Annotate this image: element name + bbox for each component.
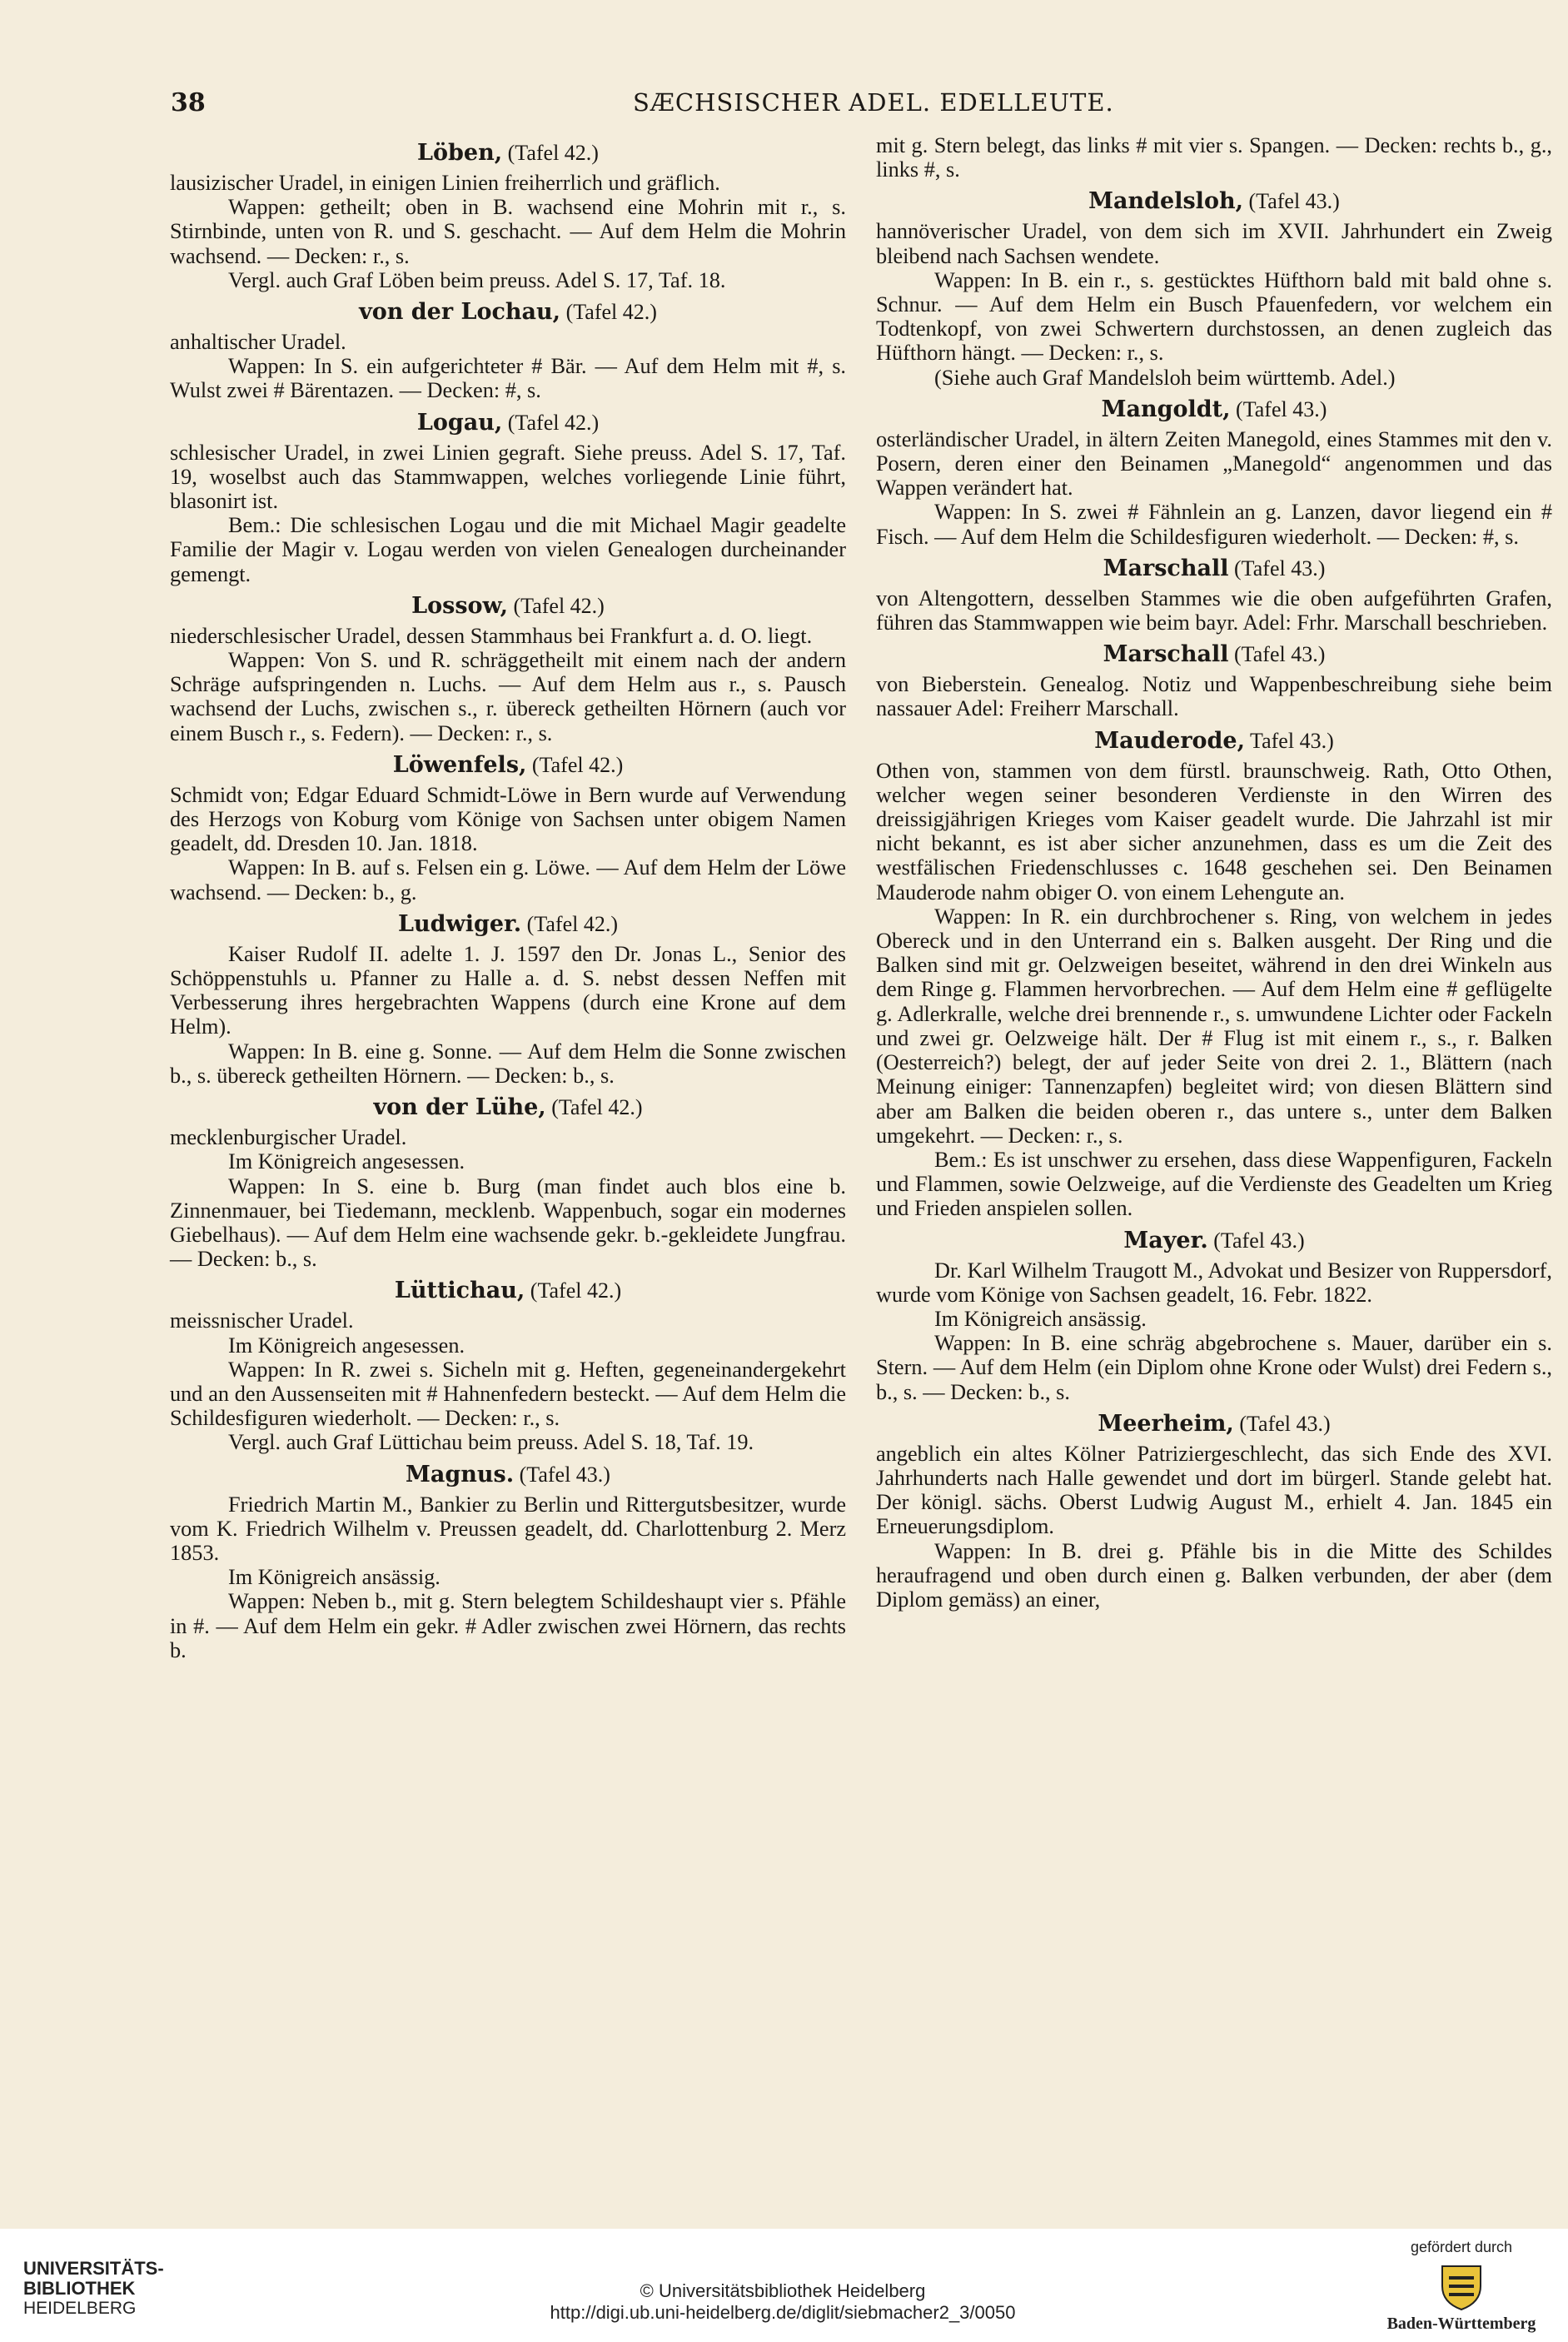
family-name: Löwenfels,	[392, 751, 527, 778]
running-title: SÆCHSISCHER ADEL. EDELLEUTE.	[633, 88, 1114, 117]
family-name: Marschall	[1103, 555, 1229, 581]
plate-reference: Tafel 43.)	[1245, 728, 1334, 753]
plate-reference: (Tafel 42.)	[508, 593, 605, 618]
plate-reference: (Tafel 42.)	[545, 1095, 643, 1120]
entry-paragraph: von Bieberstein. Genealog. Notiz und Wappenbeschreibung siehe beim nassauer Adel: Freiherr Marschall.	[876, 672, 1552, 721]
entry-paragraph: Dr. Karl Wilhelm Traugott M., Advokat und Besizer von Ruppersdorf, wurde vom Könige von Sachsen geadelt, 16. Febr. 1822.	[876, 1258, 1552, 1307]
plate-reference: (Tafel 43.)	[1242, 189, 1340, 214]
plate-reference: (Tafel 42.)	[502, 141, 599, 165]
entry-paragraph: mit g. Stern belegt, das links # mit vier s. Spangen. — Decken: rechts b., g., links #, s.	[876, 133, 1552, 182]
entry-paragraph: Wappen: In B. auf s. Felsen ein g. Löwe. — Auf dem Helm der Löwe wachsend. — Decken: b., g.	[170, 855, 846, 904]
entry-paragraph: Wappen: In R. ein durchbrochener s. Ring, von welchem in jedes Obereck und in den Unterrand ein s. Balken ausgeht. Der Ring und die Balken sind mit gr. Oelzweigen beseitet, während in den drei Winkeln aus dem Ringe g. Flammen hervorbrechen. — Auf dem Helm eine # geflügelte g. Adlerkralle, welche drei brennende r., s. umwundene Lichter oder Fackeln und zwei gr. Oelzweige hält. Der # Flug ist mit einem r., s., r. Balken (Oesterreich?) belegt, der auf jeder Seite von drei 2. 1., Blättern (nach Meinung einiger: Tannenzapfen) begleitet wird; von diesen Blättern sind aber am Balken die beiden oberen r., das untere s., unter dem Balken umgekehrt. — Decken: r., s.	[876, 904, 1552, 1148]
funded-by-label: gefördert durch	[1410, 2239, 1513, 2255]
plate-reference: (Tafel 42.)	[521, 911, 619, 936]
entry-paragraph: Wappen: In S. eine b. Burg (man findet auch blos eine b. Zinnenmauer, bei Tiedemann, mecklenb. Wappenbuch, sogar ein modernes Giebelhaus). — Auf dem Helm eine wachsende gekr. b.-gekleidete Jungfrau. — Decken: b., s.	[170, 1173, 846, 1272]
entry-heading	[876, 396, 1552, 423]
entry-paragraph: Othen von, stammen von dem fürstl. braunschweig. Rath, Otto Othen, welcher wegen seiner besonderen Verdienste in den Wirren des dreissigjährigen Krieges vom Kaiser geadelt wurde. Die Jahrzahl ist mir nicht bekannt, es ist aber sicher anzunehmen, dass es um die Zeit des westfälischen Friedenschlusses c. 1648 geschehen sei. Den Beinamen Mauderode nahm obiger O. von einem Lehengute an.	[876, 758, 1552, 904]
entry-paragraph: Wappen: In S. ein aufgerichteter # Bär. — Auf dem Helm mit #, s. Wulst zwei # Bärentazen. — Decken: #, s.	[170, 354, 846, 403]
family-name: von der Lühe,	[373, 1094, 546, 1121]
entry-paragraph: Wappen: getheilt; oben in B. wachsend eine Mohrin mit r., s. Stirnbinde, unten von R. und S. geschacht. — Auf dem Helm die Mohrin wachsend. — Decken: r., s.	[170, 195, 846, 268]
family-name: Lüttichau,	[394, 1278, 525, 1304]
entry-heading	[876, 1227, 1552, 1254]
library-logo[interactable]	[23, 2259, 190, 2319]
family-name: Mangoldt,	[1101, 396, 1231, 422]
plate-reference: (Tafel 43.)	[514, 1462, 610, 1487]
entry-paragraph: Wappen: In B. ein r., s. gestücktes Hüfthorn bald mit bald ohne s. Schnur. — Auf dem Helm ein Busch Pfauenfedern, vor welchem ein Todtenkopf, von zwei Schwertern durchstossen, an denen zugleich das Hüfthorn hängt. — Decken: r., s.	[876, 267, 1552, 366]
family-name: Marschall	[1103, 641, 1229, 668]
entry-paragraph: hannöverischer Uradel, von dem sich im XVII. Jahrhundert ein Zweig bleibend nach Sachsen wendete.	[876, 219, 1552, 268]
entry-heading	[170, 910, 846, 938]
entry-paragraph: Im Königreich angesessen.	[228, 1149, 465, 1174]
entry-paragraph: Schmidt von; Edgar Eduard Schmidt-Löwe in Bern wurde auf Verwendung des Herzogs von Koburg vom Könige von Sachsen unter obigem Namen geadelt, dd. Dresden 10. Jan. 1818.	[170, 782, 846, 856]
entry-heading	[170, 1461, 846, 1488]
entry-heading	[876, 640, 1552, 668]
plate-reference: (Tafel 43.)	[1230, 396, 1327, 421]
footer-citation	[466, 2280, 1099, 2324]
plate-reference: (Tafel 42.)	[560, 300, 657, 325]
family-name: Logau,	[416, 409, 503, 436]
entry-heading	[876, 1410, 1552, 1438]
entry-paragraph: Wappen: In B. eine schräg abgebrochene s. Mauer, darüber ein s. Stern. — Auf dem Helm (ein Diplom ohne Krone oder Wulst) drei Federn s., b., s. — Decken: b., s.	[876, 1331, 1552, 1404]
right-column	[876, 133, 1552, 1612]
entry-paragraph: mecklenburgischer Uradel.	[170, 1125, 407, 1150]
funder-block	[1366, 2239, 1557, 2334]
entry-paragraph: Bem.: Es ist unschwer zu ersehen, dass diese Wappenfiguren, Fackeln und Flammen, sowie Oelzweige, auf die Verdienste des Geadelten um Krieg und Frieden anspielen sollen.	[876, 1147, 1552, 1221]
entry-paragraph: Friedrich Martin M., Bankier zu Berlin und Rittergutsbesitzer, wurde vom K. Friedrich Wilhelm v. Preussen geadelt, dd. Charlottenburg 2. Merz 1853.	[170, 1492, 846, 1565]
family-name: Magnus.	[406, 1461, 515, 1487]
funder-name: Baden-Württemberg	[1386, 2315, 1536, 2333]
entry-heading	[170, 592, 846, 620]
entry-paragraph: niederschlesischer Uradel, dessen Stammhaus bei Frankfurt a. d. O. liegt.	[170, 623, 813, 648]
family-name: Mayer.	[1123, 1227, 1208, 1253]
coat-of-arms-icon	[1437, 2261, 1486, 2311]
family-name: Mauderode,	[1094, 727, 1246, 754]
entry-heading	[170, 1094, 846, 1121]
plate-reference: (Tafel 43.)	[1207, 1228, 1305, 1253]
family-name: Ludwiger.	[397, 910, 522, 937]
plate-reference: (Tafel 42.)	[525, 1278, 622, 1303]
entry-paragraph: Wappen: In B. eine g. Sonne. — Auf dem Helm die Sonne zwischen b., s. übereck getheilten Hörnern. — Decken: b., s.	[170, 1039, 846, 1088]
plate-reference: (Tafel 43.)	[1228, 556, 1326, 581]
entry-paragraph: von Altengottern, desselben Stammes wie die oben aufgeführten Grafen, führen das Stammwappen wie beim bayr. Adel: Frhr. Marschall beschrieben.	[876, 586, 1552, 635]
entry-paragraph: (Siehe auch Graf Mandelsloh beim württemb. Adel.)	[934, 365, 1396, 390]
entry-paragraph: Wappen: In R. zwei s. Sicheln mit g. Heften, gegeneinandergekehrt und an den Aussenseiten mit # Hahnenfedern besteckt. — Auf dem Helm die Schildesfiguren wiederholt. — Decken: r., s.	[170, 1357, 846, 1431]
library-name-line3: HEIDELBERG	[23, 2299, 137, 2318]
entry-paragraph: Vergl. auch Graf Löben beim preuss. Adel S. 17, Taf. 18.	[228, 267, 726, 292]
entry-paragraph: Kaiser Rudolf II. adelte 1. J. 1597 den Dr. Jonas L., Senior des Schöppenstuhls u. Pfanner zu Halle a. d. S. nebst dessen Neffen mit Verbesserung ihres hergebrachten Wappens (durch eine Krone auf dem Helm).	[170, 941, 846, 1039]
entry-heading	[876, 727, 1552, 755]
plate-reference: (Tafel 43.)	[1233, 1411, 1331, 1436]
entry-paragraph: Im Königreich ansässig.	[228, 1565, 441, 1590]
entry-heading	[876, 187, 1552, 215]
library-name-line2: BIBLIOTHEK	[23, 2278, 136, 2299]
entry-paragraph: Vergl. auch Graf Lüttichau beim preuss. Adel S. 18, Taf. 19.	[228, 1430, 754, 1455]
family-name: Meerheim,	[1098, 1410, 1234, 1437]
family-name: von der Lochau,	[359, 299, 561, 326]
entry-heading	[876, 555, 1552, 582]
entry-paragraph: angeblich ein altes Kölner Patriziergeschlecht, das sich Ende des XVI. Jahrhunderts nach Halle gewendet und dort im bürgerl. Stande gelebt hat. Der königl. sächs. Oberst Ludwig August M., erhielt 4. Jan. 1845 ein Erneuerungsdiplom.	[876, 1441, 1552, 1539]
family-name: Löben,	[417, 140, 503, 166]
plate-reference: (Tafel 42.)	[526, 752, 624, 777]
copyright-text: © Universitätsbibliothek Heidelberg	[640, 2280, 926, 2301]
entry-paragraph: Bem.: Die schlesischen Logau und die mit Michael Magir geadelte Familie der Magir v. Logau werden von vielen Genealogen durcheinander gemengt.	[170, 513, 846, 586]
library-name-line1: UNIVERSITÄTS-	[23, 2258, 164, 2279]
entry-heading	[170, 1277, 846, 1304]
entry-heading	[170, 409, 846, 436]
entry-heading	[170, 751, 846, 779]
entry-paragraph: Im Königreich angesessen.	[228, 1333, 465, 1358]
plate-reference: (Tafel 43.)	[1228, 642, 1326, 667]
permalink-url[interactable]: http://digi.ub.uni-heidelberg.de/diglit/siebmacher2_3/0050	[550, 2302, 1016, 2323]
left-column	[170, 133, 846, 1662]
entry-heading	[170, 298, 846, 326]
entry-paragraph: Wappen: In B. drei g. Pfähle bis in die Mitte des Schildes heraufragend und oben durch einen g. Balken verbunden, der aber (dem Diplom gemäss) an einer,	[876, 1538, 1552, 1612]
entry-paragraph: osterländischer Uradel, in ältern Zeiten Manegold, eines Stammes mit den v. Posern, deren einer den Beinamen „Manegold“ angenommen und das Wappen verändert hat.	[876, 426, 1552, 501]
entry-paragraph: meissnischer Uradel.	[170, 1308, 354, 1333]
entry-paragraph: schlesischer Uradel, in zwei Linien gegraft. Siehe preuss. Adel S. 17, Taf. 19, woselbst auch das Stammwappen, welches vorliegende Linie führt, blasonirt ist.	[170, 440, 846, 514]
page-number: 38	[171, 88, 206, 117]
entry-heading	[170, 139, 846, 167]
entry-paragraph: Im Königreich ansässig.	[934, 1306, 1147, 1331]
entry-paragraph: lausizischer Uradel, in einigen Linien freiherrlich und gräflich.	[170, 171, 720, 195]
family-name: Lossow,	[411, 592, 508, 619]
entry-paragraph: Wappen: Von S. und R. schräggetheilt mit einem nach der andern Schräge aufspringenden n. Luchs. — Auf dem Helm aus r., s. Pausch wachsend der Luchs, zwischen s., r. übereck getheilten Hörnern (auch vor einem Busch r., s. Federn). — Decken: r., s.	[170, 648, 846, 745]
entry-paragraph: Wappen: Neben b., mit g. Stern belegtem Schildeshaupt vier s. Pfähle in #. — Auf dem Helm ein gekr. # Adler zwischen zwei Hörnern, das rechts b.	[170, 1589, 846, 1662]
entry-paragraph: Wappen: In S. zwei # Fähnlein an g. Lanzen, davor liegend ein # Fisch. — Auf dem Helm die Schildesfiguren wiederholt. — Decken: #, s.	[876, 500, 1552, 549]
entry-paragraph: anhaltischer Uradel.	[170, 330, 346, 355]
plate-reference: (Tafel 42.)	[502, 410, 600, 435]
family-name: Mandelsloh,	[1088, 188, 1243, 215]
